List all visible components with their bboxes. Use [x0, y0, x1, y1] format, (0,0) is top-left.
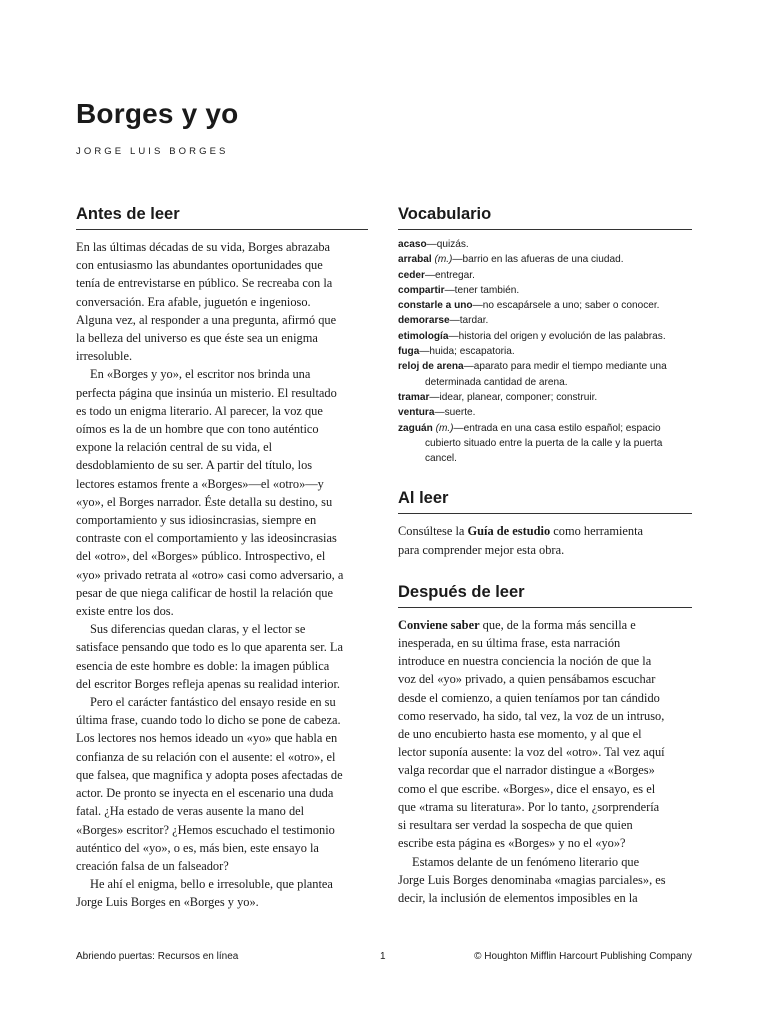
- paragraph-line: irresoluble.: [76, 349, 133, 364]
- vocab-term: compartir: [398, 284, 445, 296]
- vocab-definition: —tener también.: [444, 284, 520, 296]
- paragraph-line: Pero el carácter fantástico del ensayo reside en su: [90, 695, 336, 710]
- paragraph-line: voz del «yo» privado, a quien pensábamos escuchar: [398, 672, 656, 687]
- paragraph-line: es todo un enigma literario. Al parecer, la voz que: [76, 403, 323, 418]
- paragraph-line: «yo» privado retrata al «otro» casi como adversario, a: [76, 567, 344, 582]
- paragraph-line: introduce en nuestra conciencia la noción de que la: [398, 654, 652, 669]
- page-number: 1: [380, 951, 386, 962]
- antes-de-leer-text: [76, 238, 368, 912]
- paragraph-line: Los lectores nos hemos ideado un «yo» que habla en: [76, 731, 338, 746]
- vocab-term: etimología: [398, 330, 449, 342]
- paragraph-line: Jorge Luis Borges en «Borges y yo».: [76, 895, 259, 910]
- paragraph-line: escribe esta página es «Borges» y no el «yo»?: [398, 836, 626, 851]
- vocab-definition: —tardar.: [449, 315, 489, 327]
- paragraph-line: actor. De pronto se inyecta en el escenario una duda: [76, 786, 334, 801]
- vocab-definition: —entregar.: [424, 269, 475, 281]
- left-column: [76, 203, 368, 912]
- paragraph-line: creación falsa de un falseador?: [76, 858, 229, 873]
- paragraph-line: como el que escribe. «Borges», dice el ensayo, es el: [398, 781, 656, 796]
- right-column: [398, 203, 692, 907]
- paragraph-line: valga recordar que el narrador distingue a «Borges»: [398, 763, 655, 778]
- vocabulary-list: [398, 237, 692, 466]
- paragraph-line: Jorge Luis Borges denominaba «magias parciales», es: [398, 872, 666, 887]
- paragraph-line: inesperada, en su última frase, esta narración: [398, 636, 621, 651]
- author-name: JORGE LUIS BORGES: [76, 146, 229, 157]
- paragraph-line: con entusiasmo las abundantes oportunidades que: [76, 258, 323, 273]
- paragraph-line: comportamiento y sus idiosincrasias, siempre en: [76, 513, 317, 528]
- vocab-term: constarle a uno: [398, 300, 473, 312]
- vocab-definition: —barrio en las afueras de una ciudad.: [452, 254, 624, 266]
- paragraph-line: perfecta página que insinúa un misterio. El resultado: [76, 385, 337, 400]
- al-leer-prefix: Consúltese la: [398, 524, 468, 539]
- vocab-term: fuga: [398, 346, 420, 358]
- paragraph-line: del «otro», del «Borges» público. Introspectivo, el: [76, 549, 326, 564]
- vocab-definition: —entrada en una casa estilo español; espacio cubierto situado entre la puerta de la calle y la puerta cancel.: [425, 422, 663, 465]
- vocab-definition: —no escapársele a uno; saber o conocer.: [472, 300, 660, 312]
- page-footer: [76, 950, 692, 964]
- paragraph-line: En las últimas décadas de su vida, Borges abrazaba: [76, 240, 331, 254]
- paragraph-line: pesar de que niega calificar de hostil la relación que: [76, 585, 333, 600]
- paragraph-line: expone la relación central de su vida, el: [76, 440, 273, 455]
- paragraph-line: del escritor Borges refleja apenas su realidad interior.: [76, 676, 341, 691]
- paragraph-line: «yo», el Borges narrador. Éste detalla su destino, su: [76, 494, 333, 509]
- vocab-term: acaso: [398, 239, 427, 250]
- section-heading-vocabulario: Vocabulario: [398, 203, 692, 230]
- section-heading-al-leer: Al leer: [398, 487, 692, 514]
- vocab-entry: [398, 252, 692, 267]
- vocab-entry: [398, 421, 692, 467]
- paragraph-line: satisface pensando que todo es lo que aparenta ser. La: [76, 640, 343, 655]
- paragraph-line: tenía de entrevistarse en público. Se recreaba con la: [76, 276, 333, 291]
- conviene-saber-label: Conviene saber: [398, 617, 480, 632]
- paragraph-line: «Borges» escritor? ¿Hemos escuchado el testimonio: [76, 822, 335, 837]
- paragraph-line: oímos es la de un hombre que con tono auténtico: [76, 422, 319, 437]
- study-guide-label: Guía de estudio: [467, 524, 551, 539]
- vocab-definition: —idear, planear, componer; construir.: [429, 391, 598, 403]
- al-leer-line: para comprender mejor esta obra.: [398, 542, 565, 557]
- paragraph-line: decir, la inclusión de elementos imposibles en la: [398, 890, 638, 905]
- paragraph-line: contraste con el comportamiento y las ideosincrasias: [76, 531, 337, 546]
- vocab-definition: —huida; escapatoria.: [419, 346, 515, 358]
- paragraph-line: En «Borges y yo», el escritor nos brinda una: [90, 367, 311, 382]
- vocab-term: reloj de arena: [398, 361, 464, 373]
- vocab-entry: [398, 344, 692, 359]
- vocab-entry: [398, 329, 692, 344]
- despues-de-leer-text: [398, 616, 692, 907]
- vocab-definition: —suerte.: [434, 407, 476, 419]
- vocab-term: arrabal: [398, 254, 432, 266]
- paragraph-line: Alguna vez, al responder a una pregunta, afirmó que: [76, 312, 337, 327]
- paragraph-line: si resultara ser verdad la sospecha de que quien: [398, 818, 633, 833]
- paragraph-line: fatal. ¿Ha estado de veras ausente la mano del: [76, 804, 305, 819]
- despues-lead: que, de la forma más sencilla e: [479, 617, 636, 632]
- paragraph-line: como reservado, ha sido, tal vez, la voz de un intruso,: [398, 708, 665, 723]
- footer-source: Abriendo puertas: Recursos en línea: [76, 951, 239, 962]
- paragraph-line: la belleza del universo es que éste sea un enigma: [76, 331, 318, 346]
- vocab-entry: [398, 405, 692, 420]
- vocab-entry: [398, 359, 692, 390]
- vocab-entry: [398, 268, 692, 283]
- vocab-term: ventura: [398, 407, 435, 419]
- vocab-definition: —quizás.: [426, 239, 469, 250]
- paragraph-line: última frase, cuando todo lo dicho se pone de cabeza.: [76, 713, 341, 728]
- al-leer-text: [398, 522, 692, 558]
- vocab-grammar: (m.): [432, 422, 454, 434]
- copyright: © Houghton Mifflin Harcourt Publishing Company: [474, 951, 692, 962]
- page-title: Borges y yo: [76, 98, 239, 129]
- vocab-definition: —historia del origen y evolución de las palabras.: [448, 330, 666, 342]
- vocab-entry: [398, 390, 692, 405]
- vocab-entry: [398, 237, 692, 252]
- paragraph-line: desde el comienzo, a quien teníamos por tan cándido: [398, 690, 660, 705]
- vocab-term: demorarse: [398, 315, 450, 327]
- paragraph-line: auténtico del «yo», o es, más bien, este ensayo la: [76, 840, 319, 855]
- paragraph-line: que «trama su literatura». Por lo tanto, ¿sorprendería: [398, 799, 660, 814]
- vocab-term: ceder: [398, 269, 425, 281]
- vocab-entry: [398, 313, 692, 328]
- paragraph-line: esencia de este hombre es doble: la imagen pública: [76, 658, 330, 673]
- paragraph-line: Estamos delante de un fenómeno literario que: [412, 854, 640, 869]
- paragraph-line: de uno encubierto hasta ese momento, y al que el: [398, 727, 642, 742]
- section-heading-despues-de-leer: Después de leer: [398, 581, 692, 608]
- paragraph-line: lectores estamos frente a «Borges»—el «otro»—y: [76, 476, 324, 491]
- vocab-definition: —aparato para medir el tiempo mediante una determinada cantidad de arena.: [425, 361, 667, 388]
- vocab-grammar: (m.): [431, 254, 453, 266]
- paragraph-line: que falsea, que magnifica y adopta poses afectadas de: [76, 767, 343, 782]
- paragraph-line: lector suponía ausente: la voz del «otro». Tal vez aquí: [398, 745, 665, 760]
- vocab-term: tramar: [398, 391, 430, 403]
- vocab-term: zaguán: [398, 422, 433, 434]
- vocab-entry: [398, 283, 692, 298]
- paragraph-line: conversación. Era afable, juguetón e ingenioso.: [76, 294, 311, 309]
- paragraph-line: existe entre los dos.: [76, 604, 174, 619]
- vocab-entry: [398, 298, 692, 313]
- paragraph-line: desdoblamiento de su ser. A partir del título, los: [76, 458, 313, 473]
- paragraph-line: confianza de su relación con el ausente: el «otro», el: [76, 749, 336, 764]
- section-heading-antes-de-leer: Antes de leer: [76, 203, 368, 230]
- al-leer-suffix: como herramienta: [550, 524, 644, 539]
- paragraph-line: Sus diferencias quedan claras, y el lector se: [90, 622, 306, 637]
- paragraph-line: He ahí el enigma, bello e irresoluble, que plantea: [90, 877, 333, 892]
